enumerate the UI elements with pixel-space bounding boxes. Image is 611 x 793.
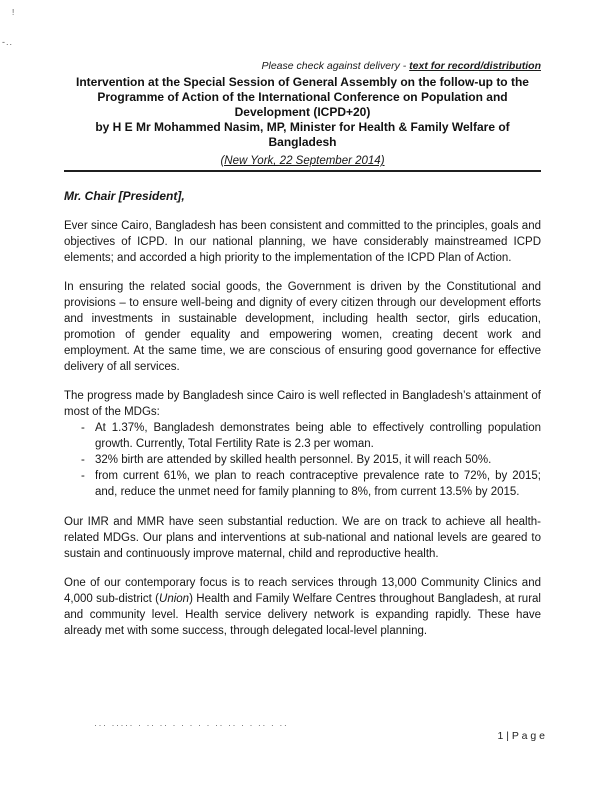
document-byline: by H E Mr Mohammed Nasim, MP, Minister for Health & Family Welfare of Bangladesh — [95, 120, 510, 149]
dateline: (New York, 22 September 2014) — [220, 155, 385, 167]
bullet-text-population-growth: At 1.37%, Bangladesh demonstrates being able to effectively controlling population growth. Currently, Total Fertility Rate is 2.3 per woman. — [95, 422, 541, 450]
bullet-text-contraceptive-prevalence: from current 61%, we plan to reach contraceptive prevalence rate to 72%, by 2015; and, reduce the unmet need for family planning to 8%, from current 13.5% by 2015. — [95, 470, 541, 498]
document-content — [64, 60, 541, 652]
scan-artifact-corner-mark: ! — [12, 8, 15, 17]
delivery-note — [64, 60, 541, 72]
paragraph-social-goods: In ensuring the related social goods, the Government is driven by the Constitutional and provisions – to ensure well-being and dignity of every citizen through our development efforts and investments in sustainable development, including health sector, girls education, promotion of gender equality and empowering women, creating decent work and employment. At the same time, we are conscious of ensuring good governance for effective delivery of all services. — [64, 281, 541, 373]
list-item — [64, 452, 541, 468]
paragraph-imr-mmr: Our IMR and MMR have seen substantial reduction. We are on track to achieve all health-related MDGs. Our plans and interventions at sub-national and national levels are geared to sustain and continuously improve maternal, child and reproductive health. — [64, 516, 541, 560]
list-item — [64, 468, 541, 500]
delivery-note-emphasis: text for record/distribution — [409, 60, 541, 72]
mdg-bullet-list — [64, 420, 541, 500]
salutation: Mr. Chair [President], — [64, 189, 185, 203]
paragraph-icpd-commitment: Ever since Cairo, Bangladesh has been consistent and committed to the principles, goals and objectives of ICPD. In our national planning, we have considerably mainstreamed ICPD elements; and accorded a high priority to the implementation of the ICPD Plan of Action. — [64, 220, 541, 264]
scan-artifact-footer-dots: ··· ····· · ·· ·· · · · · · ·· ·· · · ·· · ·· — [94, 720, 289, 730]
scan-artifact-edge-mark: -.. — [2, 37, 13, 47]
bullet-dash: - — [81, 422, 85, 434]
paragraph-mdg-progress-intro: The progress made by Bangladesh since Cairo is well reflected in Bangladesh’s attainment of most of the MDGs: — [64, 390, 541, 418]
bullet-dash: - — [81, 470, 85, 482]
list-item — [64, 420, 541, 452]
paragraph-community-clinics-start: One of our contemporary focus is to reach services through 13,000 Community Clinics and 4,000 sub-district ( — [64, 577, 541, 605]
delivery-note-text: Please check against delivery - — [261, 60, 410, 72]
union-italic-term: Union — [159, 593, 190, 605]
paragraph-community-clinics — [64, 575, 541, 639]
document-title: Intervention at the Special Session of General Assembly on the follow-up to the Programme of Action of the International Conference on Population and Development (ICPD+20) — [76, 75, 529, 119]
dateline-rule — [64, 151, 541, 172]
bullet-dash: - — [81, 454, 85, 466]
bullet-text-skilled-birth: 32% birth are attended by skilled health personnel. By 2015, it will reach 50%. — [95, 454, 492, 466]
paragraph-community-clinics-end: ) Health and Family Welfare Centres throughout Bangladesh, at rural and community level. Health service delivery network is expanding rapidly. These have already met with some success, through delegated local-level planning. — [64, 593, 541, 637]
page-number: 1 | P a g e — [497, 730, 545, 742]
